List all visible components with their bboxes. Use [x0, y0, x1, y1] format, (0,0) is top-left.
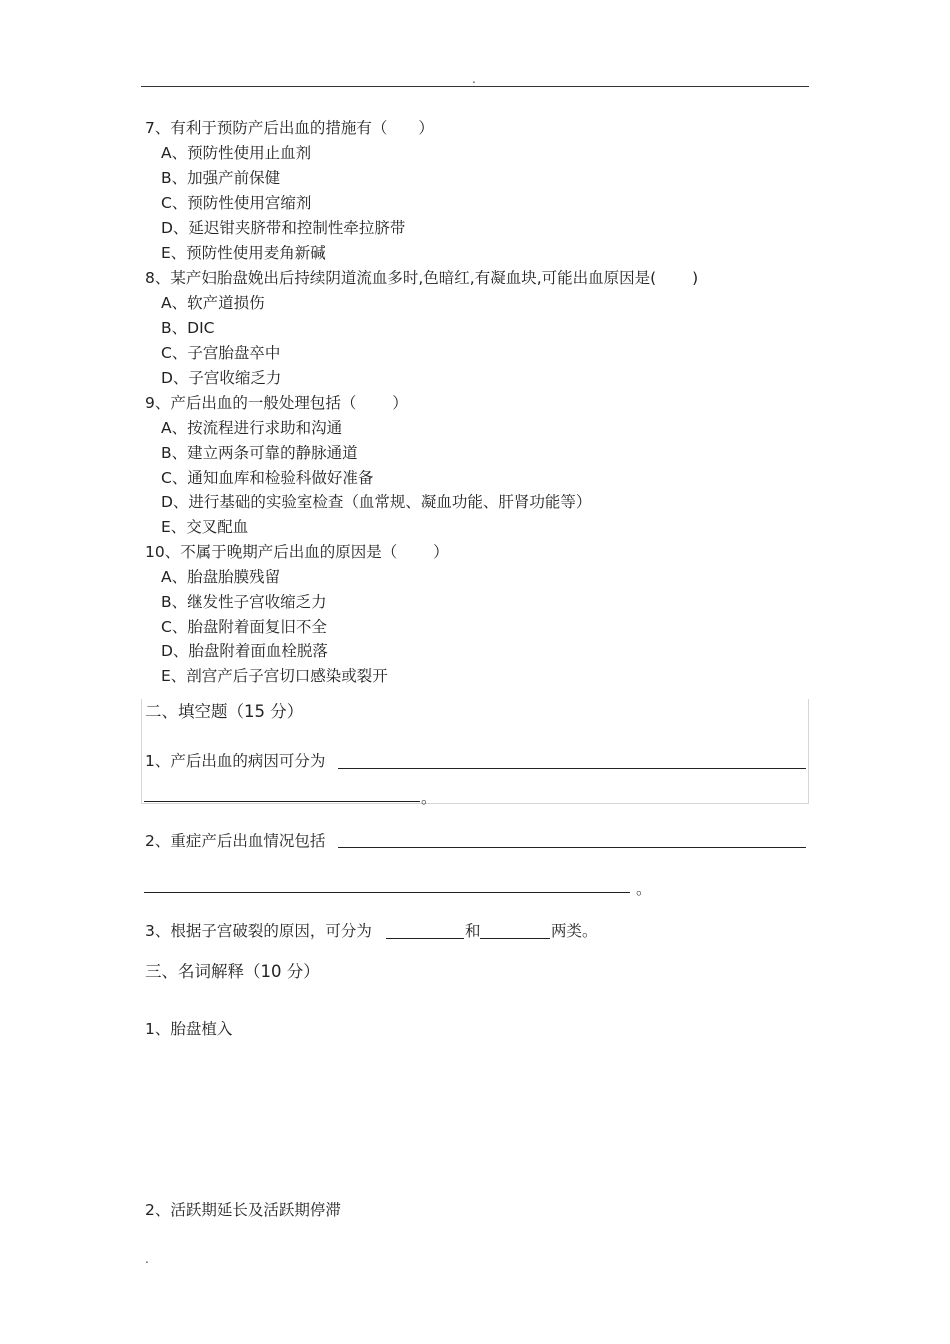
fill-question-1-blank-2[interactable]	[144, 801, 420, 802]
question-8-option-a: A、软产道损伤	[161, 294, 265, 312]
page-footer-mark: .	[145, 1252, 149, 1266]
fill-section-title: 二、填空题（15 分）	[145, 702, 304, 721]
question-10-option-e: E、剖宫产后子宫切口感染或裂开	[161, 667, 388, 685]
fill-question-1-blank-1[interactable]	[338, 768, 806, 769]
question-8-option-b: B、DIC	[161, 319, 215, 337]
term-item-2: 2、活跃期延长及活跃期停滞	[145, 1201, 341, 1219]
question-9-option-e: E、交叉配血	[161, 518, 249, 536]
fill-question-1: 1、产后出血的病因可分为	[145, 752, 326, 770]
question-7: 7、有利于预防产后出血的措施有（ ）	[145, 119, 434, 137]
question-8-option-c: C、子宫胎盘卒中	[161, 344, 281, 362]
question-10-option-c: C、胎盘附着面复旧不全	[161, 618, 327, 636]
fill-question-2-end: 。	[636, 880, 652, 898]
question-10-option-b: B、继发性子宫收缩乏力	[161, 593, 327, 611]
question-7-option-b: B、加强产前保健	[161, 169, 281, 187]
question-9-option-a: A、按流程进行求助和沟通	[161, 419, 343, 437]
question-9-option-c: C、通知血库和检验科做好准备	[161, 469, 374, 487]
question-9-option-d: D、进行基础的实验室检查（血常规、凝血功能、肝肾功能等）	[161, 493, 592, 511]
question-10-option-a: A、胎盘胎膜残留	[161, 568, 281, 586]
term-section-title: 三、名词解释（10 分）	[145, 962, 320, 981]
question-8-option-d: D、子宫收缩乏力	[161, 369, 282, 387]
fill-question-3-blank-2[interactable]	[480, 938, 550, 939]
page-header-mark: .	[472, 72, 476, 86]
fill-question-3-mid: 和	[465, 922, 481, 940]
fill-question-2-blank-1[interactable]	[338, 847, 806, 848]
fill-question-2-blank-2[interactable]	[144, 892, 630, 893]
question-8: 8、某产妇胎盘娩出后持续阴道流血多时,色暗红,有凝血块,可能出血原因是( )	[145, 269, 699, 287]
fill-question-3: 3、根据子宫破裂的原因，可分为	[145, 922, 372, 940]
question-7-option-c: C、预防性使用宫缩剂	[161, 194, 312, 212]
fill-question-2: 2、重症产后出血情况包括	[145, 832, 326, 850]
question-7-option-e: E、预防性使用麦角新碱	[161, 244, 326, 262]
fill-question-3-blank-1[interactable]	[386, 938, 464, 939]
question-7-option-d: D、延迟钳夹脐带和控制性牵拉脐带	[161, 219, 406, 237]
question-7-option-a: A、预防性使用止血剂	[161, 144, 312, 162]
term-item-1: 1、胎盘植入	[145, 1020, 233, 1038]
fill-question-3-end: 两类。	[551, 922, 598, 940]
question-10: 10、不属于晚期产后出血的原因是（ ）	[145, 543, 449, 561]
fill-question-1-end: 。	[421, 789, 437, 807]
question-10-option-d: D、胎盘附着面血栓脱落	[161, 642, 328, 660]
question-9: 9、产后出血的一般处理包括（ ）	[145, 394, 408, 412]
header-rule	[141, 86, 809, 87]
question-9-option-b: B、建立两条可靠的静脉通道	[161, 444, 358, 462]
